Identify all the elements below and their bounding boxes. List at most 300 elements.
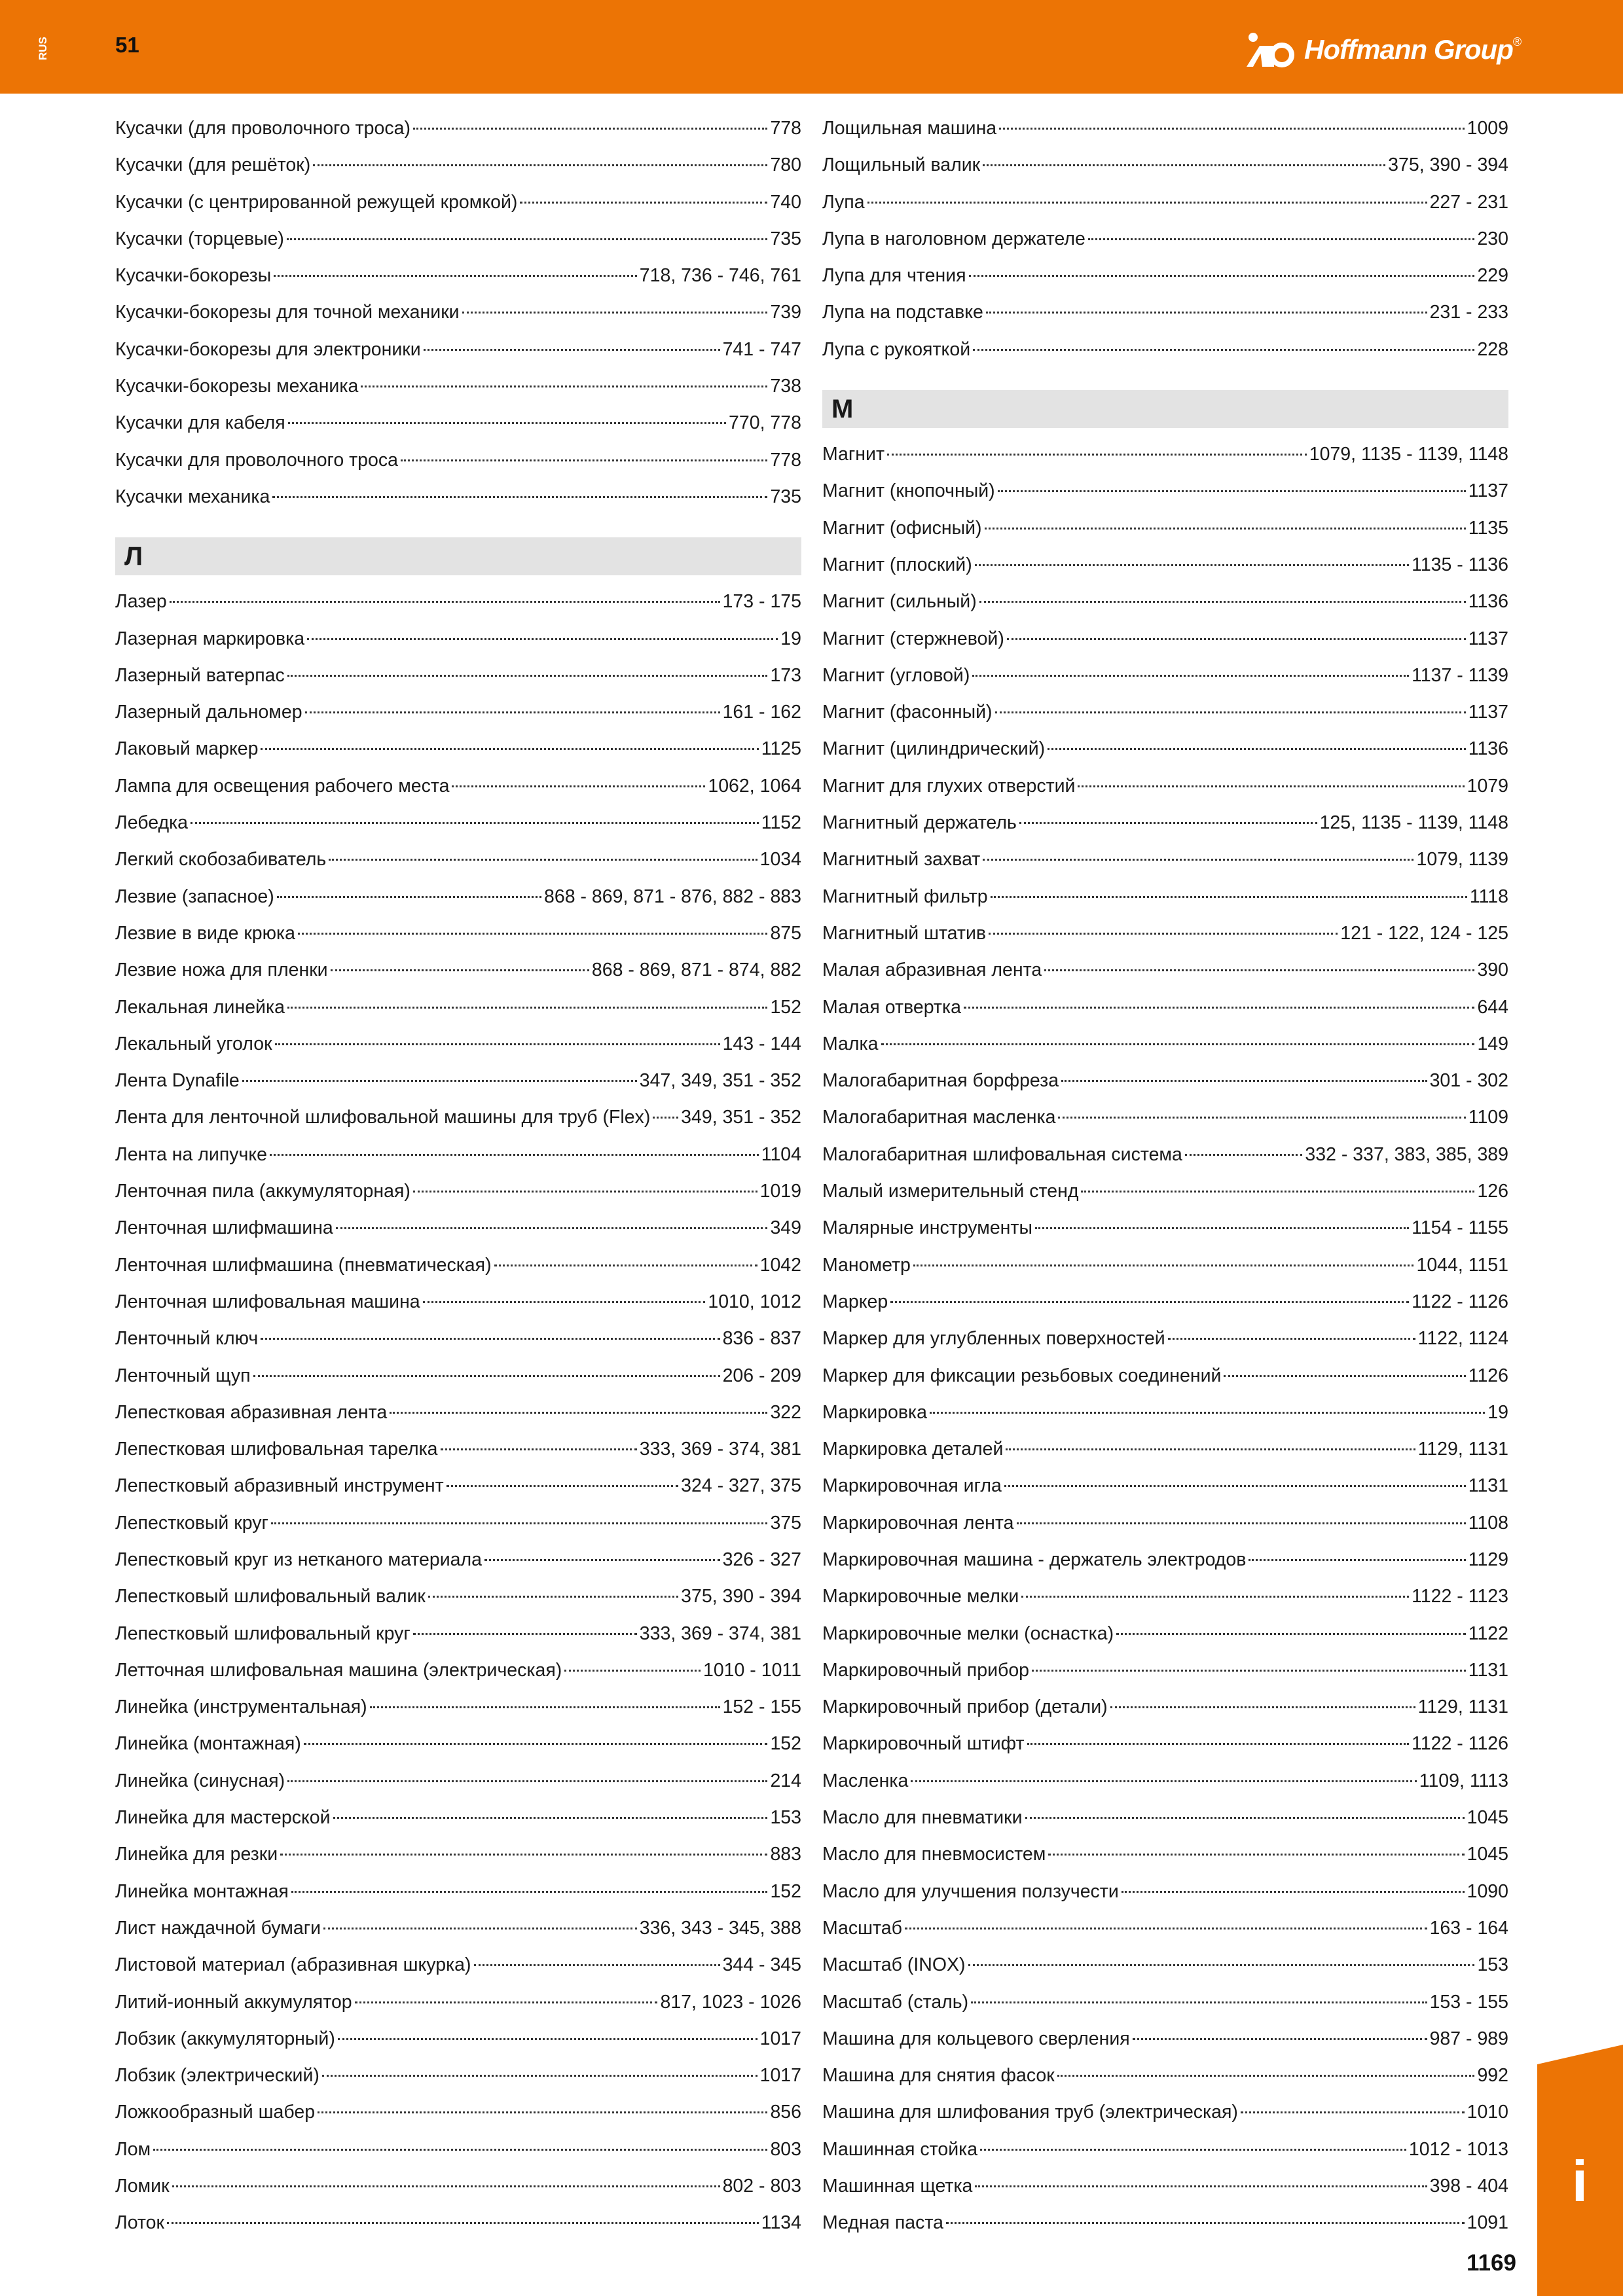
dot-leader	[1035, 1227, 1409, 1229]
index-page-ref[interactable]: 1135	[1468, 517, 1508, 539]
index-entry[interactable]	[822, 110, 1508, 147]
index-term: Кусачки для кабеля	[115, 412, 285, 434]
index-page-ref[interactable]: 1109, 1113	[1419, 1770, 1508, 1791]
index-entry[interactable]	[115, 1431, 801, 1467]
dot-leader	[867, 202, 1427, 204]
index-entry[interactable]	[822, 1283, 1508, 1320]
index-entry[interactable]	[115, 294, 801, 331]
index-entry[interactable]	[822, 1431, 1508, 1467]
index-page-ref[interactable]: 173 - 175	[722, 591, 801, 613]
section-heading: Л	[115, 537, 801, 575]
index-term: Маркировочная машина - держатель электродов	[822, 1549, 1247, 1570]
index-page-ref[interactable]: 1010, 1012	[708, 1291, 801, 1312]
index-page-ref[interactable]: 152	[770, 1733, 801, 1755]
index-page-ref[interactable]: 1122, 1124	[1417, 1328, 1508, 1350]
index-page-ref[interactable]: 349, 351 - 352	[681, 1107, 801, 1128]
index-page-ref[interactable]: 1009	[1467, 118, 1508, 139]
index-entry[interactable]	[115, 1541, 801, 1578]
index-entry[interactable]	[115, 2204, 801, 2241]
index-term: Лепестковый круг	[115, 1512, 268, 1534]
index-page-ref[interactable]: 1104	[761, 1143, 801, 1165]
index-entry[interactable]	[822, 294, 1508, 331]
index-page-ref[interactable]: 778	[770, 118, 801, 139]
index-page-ref[interactable]: 992	[1477, 2065, 1508, 2087]
dot-leader	[1048, 1854, 1464, 1856]
index-entry[interactable]	[115, 1173, 801, 1210]
index-entry[interactable]	[115, 583, 801, 620]
index-entry[interactable]	[822, 221, 1508, 257]
index-page-ref[interactable]: 152	[770, 1880, 801, 1902]
index-page-ref[interactable]: 229	[1477, 265, 1508, 287]
index-entry[interactable]	[115, 1136, 801, 1173]
index-entry[interactable]	[822, 2094, 1508, 2130]
index-page-ref[interactable]: 1079, 1135 - 1139, 1148	[1309, 444, 1508, 465]
index-page-ref[interactable]: 1122 - 1123	[1412, 1586, 1508, 1607]
company-logo[interactable]	[1245, 31, 1522, 68]
index-entry[interactable]	[115, 1984, 801, 2020]
index-page-ref[interactable]: 324 - 327, 375	[681, 1475, 801, 1497]
index-entry[interactable]	[822, 1578, 1508, 1615]
index-term: Масленка	[822, 1770, 909, 1791]
index-page-ref[interactable]: 868 - 869, 871 - 876, 882 - 883	[544, 886, 801, 907]
index-entry[interactable]	[822, 1357, 1508, 1394]
index-term: Масштаб	[822, 1917, 902, 1939]
index-page-ref[interactable]: 1137	[1468, 628, 1508, 649]
index-entry[interactable]	[115, 1467, 801, 1504]
index-page-ref[interactable]: 836 - 837	[722, 1328, 801, 1350]
index-term: Лобзик (аккумуляторный)	[115, 2028, 335, 2049]
index-term: Кусачки-бокорезы для точной механики	[115, 302, 460, 323]
index-page-ref[interactable]: 644	[1477, 996, 1508, 1018]
index-entry[interactable]	[822, 184, 1508, 221]
dot-leader	[1224, 1375, 1465, 1377]
index-entry[interactable]	[822, 694, 1508, 730]
index-entry[interactable]	[115, 989, 801, 1026]
index-page-ref[interactable]: 883	[770, 1844, 801, 1865]
index-entry[interactable]	[115, 331, 801, 368]
dot-leader	[520, 202, 767, 204]
index-entry[interactable]	[822, 1099, 1508, 1136]
index-page-ref[interactable]: 19	[780, 628, 801, 649]
index-entry[interactable]	[115, 2168, 801, 2204]
index-term: Манометр	[822, 1254, 911, 1276]
index-entry[interactable]	[822, 1763, 1508, 1799]
index-term: Ленточная шлифмашина	[115, 1217, 333, 1239]
index-term: Магнит	[822, 444, 885, 465]
index-page-ref[interactable]: 161 - 162	[722, 702, 801, 723]
index-term: Ленточная шлифовальная машина	[115, 1291, 420, 1312]
index-page-ref[interactable]: 1131	[1468, 1659, 1508, 1681]
index-term: Летточная шлифовальная машина (электрическая)	[115, 1659, 562, 1681]
index-page-ref[interactable]: 1122 - 1126	[1412, 1291, 1508, 1312]
index-entry[interactable]	[822, 1946, 1508, 1983]
index-page-ref[interactable]: 153	[1477, 1954, 1508, 1976]
index-entry[interactable]	[822, 1136, 1508, 1173]
index-term: Лощильный валик	[822, 154, 981, 176]
index-term: Кусачки-бокорезы	[115, 265, 272, 287]
index-page-ref[interactable]: 1019	[759, 1181, 801, 1202]
index-entry[interactable]	[822, 620, 1508, 657]
index-page-ref[interactable]: 332 - 337, 383, 385, 389	[1305, 1143, 1508, 1165]
index-entry[interactable]	[115, 1725, 801, 1762]
index-page-ref[interactable]: 1134	[761, 2212, 801, 2234]
dot-leader	[1116, 1633, 1466, 1635]
dot-leader	[1088, 238, 1475, 240]
index-page-ref[interactable]: 1017	[759, 2065, 801, 2087]
index-entry[interactable]	[822, 1320, 1508, 1357]
index-page-ref[interactable]: 741 - 747	[722, 338, 801, 360]
dot-leader	[428, 1596, 678, 1598]
dot-leader	[307, 638, 778, 640]
index-page-ref[interactable]: 1154 - 1155	[1412, 1217, 1508, 1239]
dot-leader	[253, 1375, 720, 1377]
index-page-ref[interactable]: 856	[770, 2102, 801, 2123]
index-term: Магнитный захват	[822, 849, 981, 870]
index-page-ref[interactable]: 153 - 155	[1429, 1991, 1508, 2013]
index-entry[interactable]	[115, 1099, 801, 1136]
index-page-ref[interactable]: 333, 369 - 374, 381	[639, 1439, 801, 1460]
index-entry[interactable]	[115, 442, 801, 478]
index-page-ref[interactable]: 227 - 231	[1429, 191, 1508, 213]
index-page-ref[interactable]: 1010 - 1011	[702, 1659, 801, 1681]
index-entry[interactable]	[115, 1946, 801, 1983]
index-page-ref[interactable]: 398 - 404	[1429, 2176, 1508, 2197]
index-entry[interactable]	[822, 473, 1508, 509]
index-entry[interactable]	[115, 478, 801, 515]
index-page-ref[interactable]: 322	[770, 1401, 801, 1423]
index-entry[interactable]	[822, 989, 1508, 1026]
index-term: Линейка для мастерской	[115, 1807, 331, 1829]
index-page-ref[interactable]: 152 - 155	[722, 1696, 801, 1718]
index-entry[interactable]	[822, 1725, 1508, 1762]
index-page-ref[interactable]: 1079, 1139	[1416, 849, 1508, 870]
index-entry[interactable]	[115, 768, 801, 804]
index-entry[interactable]	[115, 841, 801, 878]
index-entry[interactable]	[115, 368, 801, 404]
index-entry[interactable]	[822, 657, 1508, 694]
index-term: Малярные инструменты	[822, 1217, 1032, 1239]
index-page-ref[interactable]: 1108	[1468, 1512, 1508, 1534]
index-term: Лупа на подставке	[822, 302, 983, 323]
index-page-ref[interactable]: 206 - 209	[722, 1365, 801, 1386]
index-page-ref[interactable]: 1017	[759, 2028, 801, 2049]
index-page-ref[interactable]: 349	[770, 1217, 801, 1239]
index-page-ref[interactable]: 735	[770, 486, 801, 507]
index-page-ref[interactable]: 740	[770, 191, 801, 213]
index-entry[interactable]	[115, 221, 801, 257]
index-page-ref[interactable]: 1126	[1468, 1365, 1508, 1386]
index-page-ref[interactable]: 231 - 233	[1429, 302, 1508, 323]
index-page-ref[interactable]: 739	[770, 302, 801, 323]
index-page-ref[interactable]: 333, 369 - 374, 381	[639, 1623, 801, 1644]
index-term: Лекальная линейка	[115, 996, 285, 1018]
index-entry[interactable]	[822, 2057, 1508, 2094]
index-page-ref[interactable]: 1045	[1467, 1807, 1508, 1829]
index-page-ref[interactable]: 1125	[761, 738, 801, 760]
dot-leader	[973, 349, 1474, 351]
dot-leader	[474, 1964, 720, 1966]
index-page-ref[interactable]: 326 - 327	[722, 1549, 801, 1570]
index-entry[interactable]	[822, 1026, 1508, 1062]
index-page-ref[interactable]: 1137 - 1139	[1412, 664, 1508, 686]
index-term: Лезвие (запасное)	[115, 886, 274, 907]
index-entry[interactable]	[115, 404, 801, 441]
index-page-ref[interactable]: 1122 - 1126	[1412, 1733, 1508, 1755]
index-entry[interactable]	[822, 331, 1508, 368]
index-entry[interactable]	[115, 1357, 801, 1394]
index-page-ref[interactable]: 214	[770, 1770, 801, 1791]
index-entry[interactable]	[822, 1910, 1508, 1946]
index-entry[interactable]	[822, 1505, 1508, 1541]
index-entry[interactable]	[115, 878, 801, 915]
index-entry[interactable]	[115, 694, 801, 730]
dot-leader	[946, 2222, 1465, 2224]
index-entry[interactable]	[822, 1062, 1508, 1099]
index-page-ref[interactable]: 1137	[1468, 702, 1508, 723]
index-entry[interactable]	[115, 2131, 801, 2168]
index-entry[interactable]	[822, 1394, 1508, 1431]
index-term: Магнит (цилиндрический)	[822, 738, 1046, 760]
index-entry[interactable]	[822, 1984, 1508, 2020]
index-term: Лепестковый абразивный инструмент	[115, 1475, 444, 1497]
dot-leader	[1249, 1559, 1465, 1561]
index-page-ref[interactable]: 718, 736 - 746, 761	[639, 265, 801, 287]
index-term: Лепестковый шлифовальный круг	[115, 1623, 410, 1644]
index-entry[interactable]	[115, 1578, 801, 1615]
index-entry[interactable]	[822, 730, 1508, 767]
index-page-ref[interactable]: 1109	[1468, 1107, 1508, 1128]
index-entry[interactable]	[115, 2020, 801, 2057]
index-page-ref[interactable]: 1118	[1469, 886, 1508, 907]
index-term: Малка	[822, 1033, 879, 1054]
logo-mark-icon	[1245, 31, 1299, 68]
index-entry[interactable]	[115, 1836, 801, 1873]
index-entry[interactable]	[115, 1910, 801, 1946]
index-page-ref[interactable]: 987 - 989	[1429, 2028, 1508, 2049]
index-page-ref[interactable]: 817, 1023 - 1026	[660, 1991, 801, 2013]
index-entry[interactable]	[115, 1247, 801, 1283]
index-page-ref[interactable]: 125, 1135 - 1139, 1148	[1319, 812, 1508, 834]
index-entry[interactable]	[115, 915, 801, 952]
index-page-ref[interactable]: 152	[770, 996, 801, 1018]
dot-leader	[170, 601, 720, 603]
index-page-ref[interactable]: 1129, 1131	[1417, 1696, 1508, 1718]
index-term: Линейка (монтажная)	[115, 1733, 301, 1755]
dot-leader	[270, 1154, 759, 1156]
index-entry[interactable]	[822, 1836, 1508, 1873]
index-entry[interactable]	[822, 2131, 1508, 2168]
index-page-ref[interactable]: 1137	[1468, 480, 1508, 502]
index-entry[interactable]	[822, 436, 1508, 473]
index-term: Ленточная пила (аккумуляторная)	[115, 1181, 410, 1202]
index-page-ref[interactable]: 230	[1477, 228, 1508, 249]
dot-leader	[287, 675, 768, 677]
index-page-ref[interactable]: 375	[770, 1512, 801, 1534]
index-term: Легкий скобозабиватель	[115, 849, 327, 870]
index-entry[interactable]	[822, 878, 1508, 915]
index-page-ref[interactable]: 1129	[1468, 1549, 1508, 1570]
index-entry[interactable]	[822, 2168, 1508, 2204]
index-entry[interactable]	[822, 1873, 1508, 1910]
index-page-ref[interactable]: 735	[770, 228, 801, 249]
index-entry[interactable]	[115, 1873, 801, 1910]
index-term: Медная паста	[822, 2212, 943, 2234]
index-page-ref[interactable]: 143 - 144	[722, 1033, 801, 1054]
index-entry[interactable]	[115, 184, 801, 221]
index-page-ref[interactable]: 347, 349, 351 - 352	[639, 1070, 801, 1092]
index-entry[interactable]	[115, 1062, 801, 1099]
index-entry[interactable]	[822, 257, 1508, 294]
dot-leader	[1025, 1817, 1465, 1819]
index-term: Ленточный щуп	[115, 1365, 251, 1386]
index-page-ref[interactable]: 802 - 803	[722, 2176, 801, 2197]
dot-leader	[261, 748, 758, 750]
index-entry[interactable]	[822, 1247, 1508, 1283]
index-entry[interactable]	[822, 2020, 1508, 2057]
index-page-ref[interactable]: 149	[1477, 1033, 1508, 1054]
index-page-ref[interactable]: 803	[770, 2138, 801, 2160]
dot-leader	[1168, 1338, 1415, 1340]
index-entry[interactable]	[822, 768, 1508, 804]
index-term: Лупа	[822, 191, 865, 213]
index-page-ref[interactable]: 1129, 1131	[1417, 1439, 1508, 1460]
index-page-ref[interactable]: 301 - 302	[1429, 1070, 1508, 1092]
index-entry[interactable]	[822, 147, 1508, 183]
index-page-ref[interactable]: 344 - 345	[722, 1954, 801, 1976]
index-page-ref[interactable]: 375, 390 - 394	[681, 1586, 801, 1607]
index-page-ref[interactable]: 1136	[1468, 738, 1508, 760]
index-entry[interactable]	[115, 1394, 801, 1431]
index-entry[interactable]	[115, 1283, 801, 1320]
index-term: Магнит (офисный)	[822, 517, 982, 539]
index-page-ref[interactable]: 121 - 122, 124 - 125	[1340, 922, 1508, 944]
index-entry[interactable]	[822, 1652, 1508, 1689]
index-term: Маркер для фиксации резьбовых соединений	[822, 1365, 1222, 1386]
index-term: Ложкообразный шабер	[115, 2102, 316, 2123]
index-entry[interactable]	[115, 1210, 801, 1246]
index-entry[interactable]	[822, 804, 1508, 841]
index-term: Лампа для освещения рабочего места	[115, 775, 450, 797]
index-page-ref[interactable]: 1010	[1467, 2102, 1508, 2123]
index-page-ref[interactable]: 1136	[1468, 591, 1508, 613]
index-page-ref[interactable]: 868 - 869, 871 - 874, 882	[591, 960, 801, 981]
index-entry[interactable]	[115, 2094, 801, 2130]
dot-leader	[989, 933, 1338, 935]
index-term: Маркировочная игла	[822, 1475, 1002, 1497]
index-page-ref[interactable]: 1152	[761, 812, 801, 834]
index-page-ref[interactable]: 163 - 164	[1429, 1917, 1508, 1939]
dot-leader	[298, 933, 767, 935]
index-page-ref[interactable]: 1042	[759, 1254, 801, 1276]
index-entry[interactable]	[115, 952, 801, 988]
index-entry[interactable]	[822, 1467, 1508, 1504]
dot-leader	[272, 496, 767, 498]
index-term: Масло для пневматики	[822, 1807, 1023, 1829]
index-entry[interactable]	[822, 1173, 1508, 1210]
index-entry[interactable]	[115, 1320, 801, 1357]
dot-leader	[1058, 1117, 1465, 1119]
index-page-ref[interactable]: 153	[770, 1807, 801, 1829]
index-page-ref[interactable]: 780	[770, 154, 801, 176]
index-page-ref[interactable]: 778	[770, 449, 801, 471]
index-page-ref[interactable]: 1079	[1467, 775, 1508, 797]
dot-leader	[1241, 2111, 1465, 2113]
index-term: Магнит (стержневой)	[822, 628, 1004, 649]
index-entry[interactable]	[822, 915, 1508, 952]
index-entry[interactable]	[115, 804, 801, 841]
index-entry[interactable]	[115, 1026, 801, 1062]
index-entry[interactable]	[822, 1799, 1508, 1836]
index-entry[interactable]	[822, 583, 1508, 620]
dot-leader	[983, 859, 1413, 861]
index-page-ref[interactable]: 1091	[1467, 2212, 1508, 2234]
index-page-ref[interactable]: 126	[1477, 1181, 1508, 1202]
index-page-ref[interactable]: 770, 778	[729, 412, 801, 434]
index-entry[interactable]	[115, 1505, 801, 1541]
index-entry[interactable]	[115, 2057, 801, 2094]
index-page-ref[interactable]: 19	[1487, 1401, 1508, 1423]
index-entry[interactable]	[822, 1210, 1508, 1246]
index-term: Кусачки (для решёток)	[115, 154, 311, 176]
index-entry[interactable]	[822, 510, 1508, 547]
index-term: Лебедка	[115, 812, 189, 834]
dot-leader	[424, 349, 720, 351]
index-term: Маркировка	[822, 1401, 927, 1423]
index-entry[interactable]	[115, 147, 801, 183]
index-entry[interactable]	[822, 2204, 1508, 2241]
index-column-right	[822, 110, 1508, 2242]
index-entry[interactable]	[115, 1615, 801, 1652]
index-page-ref[interactable]: 1012 - 1013	[1408, 2138, 1508, 2160]
index-page-ref[interactable]: 228	[1477, 338, 1508, 360]
index-page-ref[interactable]: 375, 390 - 394	[1388, 154, 1508, 176]
index-page-ref[interactable]: 1131	[1468, 1475, 1508, 1497]
index-entry[interactable]	[822, 841, 1508, 878]
index-entry[interactable]	[115, 620, 801, 657]
index-entry[interactable]	[115, 1763, 801, 1799]
index-page-ref[interactable]: 1135 - 1136	[1412, 554, 1508, 575]
index-page-ref[interactable]: 1044, 1151	[1416, 1254, 1508, 1276]
index-page-ref[interactable]: 1122	[1468, 1623, 1508, 1644]
index-entry[interactable]	[115, 730, 801, 767]
index-term: Машина для шлифования труб (электрическая)	[822, 2102, 1238, 2123]
index-entry[interactable]	[115, 257, 801, 294]
index-entry[interactable]	[115, 110, 801, 147]
index-entry[interactable]	[822, 1541, 1508, 1578]
index-page-ref[interactable]: 738	[770, 376, 801, 397]
index-entry[interactable]	[822, 952, 1508, 988]
index-page-ref[interactable]: 1090	[1467, 1880, 1508, 1902]
index-entry[interactable]	[115, 657, 801, 694]
index-page-ref[interactable]: 390	[1477, 960, 1508, 981]
index-term: Магнит для глухих отверстий	[822, 775, 1076, 797]
index-page-ref[interactable]: 173	[770, 664, 801, 686]
index-page-ref[interactable]: 1045	[1467, 1844, 1508, 1865]
index-page-ref[interactable]: 336, 343 - 345, 388	[639, 1917, 801, 1939]
index-entry[interactable]	[115, 1689, 801, 1725]
index-entry[interactable]	[822, 547, 1508, 583]
dot-leader	[441, 1448, 637, 1450]
index-entry[interactable]	[115, 1799, 801, 1836]
index-entry[interactable]	[115, 1652, 801, 1689]
dot-leader	[999, 128, 1464, 130]
index-entry[interactable]	[822, 1615, 1508, 1652]
index-page-ref[interactable]: 1062, 1064	[708, 775, 801, 797]
index-entry[interactable]	[822, 1689, 1508, 1725]
index-page-ref[interactable]: 875	[770, 922, 801, 944]
index-term: Литий-ионный аккумулятор	[115, 1991, 352, 2013]
index-page-ref[interactable]: 1034	[759, 849, 801, 870]
